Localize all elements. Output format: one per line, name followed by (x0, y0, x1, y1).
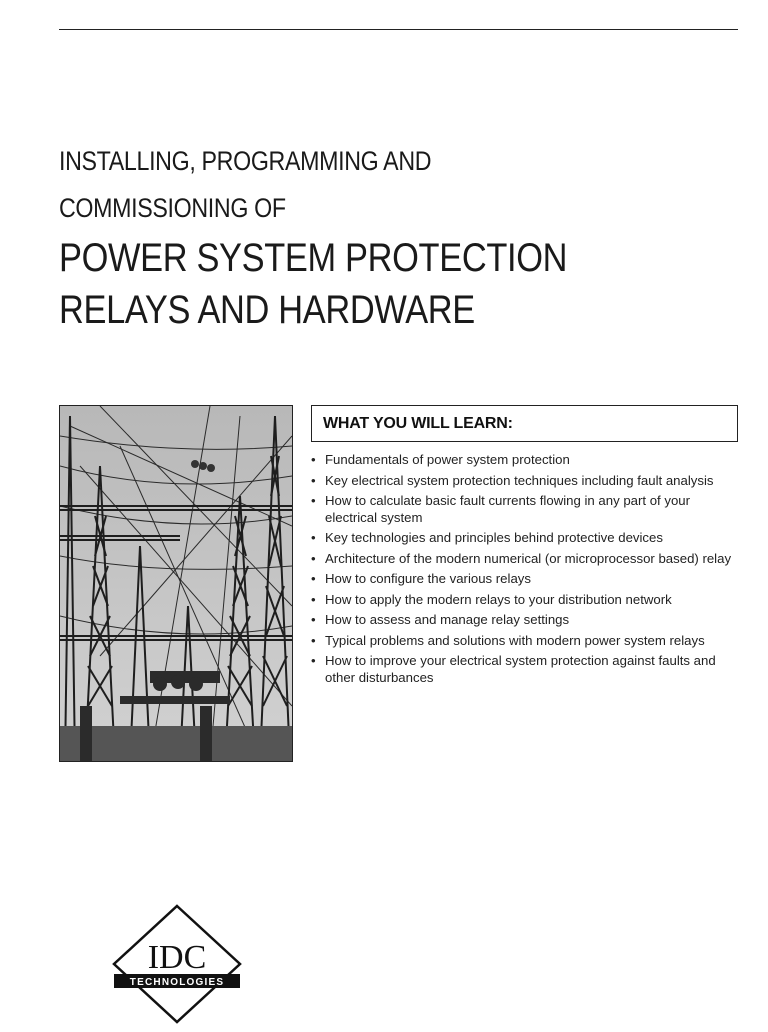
course-title (59, 138, 739, 336)
bullet: • (311, 653, 316, 668)
list-item-text: How to configure the various relays (325, 571, 531, 586)
bullet: • (311, 452, 316, 467)
title-line-4: RELAYS AND HARDWARE (59, 288, 475, 332)
list-item (311, 592, 741, 609)
learn-heading: WHAT YOU WILL LEARN: (323, 414, 513, 432)
list-item-text: Fundamentals of power system protection (325, 452, 570, 467)
idc-logo (112, 904, 242, 1032)
title-line-2: COMMISSIONING OF (59, 193, 286, 223)
title-line-3: POWER SYSTEM PROTECTION (59, 236, 568, 280)
list-item-text: How to assess and manage relay settings (325, 612, 570, 627)
list-item (311, 493, 741, 526)
bullet: • (311, 632, 316, 648)
list-item-text: Key technologies and principles behind protective devices (325, 530, 663, 545)
substation-photo (59, 405, 293, 762)
list-item (311, 530, 741, 547)
list-item (311, 571, 741, 588)
bullet: • (311, 472, 316, 488)
list-item (311, 452, 741, 469)
learn-list (311, 452, 741, 690)
logo-sub-text: TECHNOLOGIES (129, 977, 225, 988)
list-item (311, 633, 741, 650)
list-item-text: Key electrical system protection techniques including fault analysis (325, 472, 714, 488)
list-item (311, 653, 741, 686)
bullet: • (311, 550, 316, 566)
list-item-text: How to apply the modern relays to your distribution network (325, 591, 672, 607)
list-item (311, 473, 741, 490)
list-item-text: How to improve your electrical system protection against faults and other disturbances (325, 653, 716, 685)
bullet: • (311, 612, 316, 627)
list-item (311, 551, 741, 568)
top-divider (59, 29, 738, 30)
learn-heading-box (311, 405, 738, 442)
list-item-text: Architecture of the modern numerical (or microprocessor based) relay (325, 550, 732, 566)
bullet: • (311, 571, 316, 586)
list-item-text: How to calculate basic fault currents flowing in any part of your electrical system (325, 493, 691, 525)
list-item (311, 612, 741, 629)
list-item-text: Typical problems and solutions with modern power system relays (325, 632, 705, 648)
title-line-1: INSTALLING, PROGRAMMING AND (59, 146, 432, 176)
bullet: • (311, 493, 316, 508)
logo-main-text: IDC (147, 939, 207, 976)
bullet: • (311, 591, 316, 607)
bullet: • (311, 530, 316, 545)
